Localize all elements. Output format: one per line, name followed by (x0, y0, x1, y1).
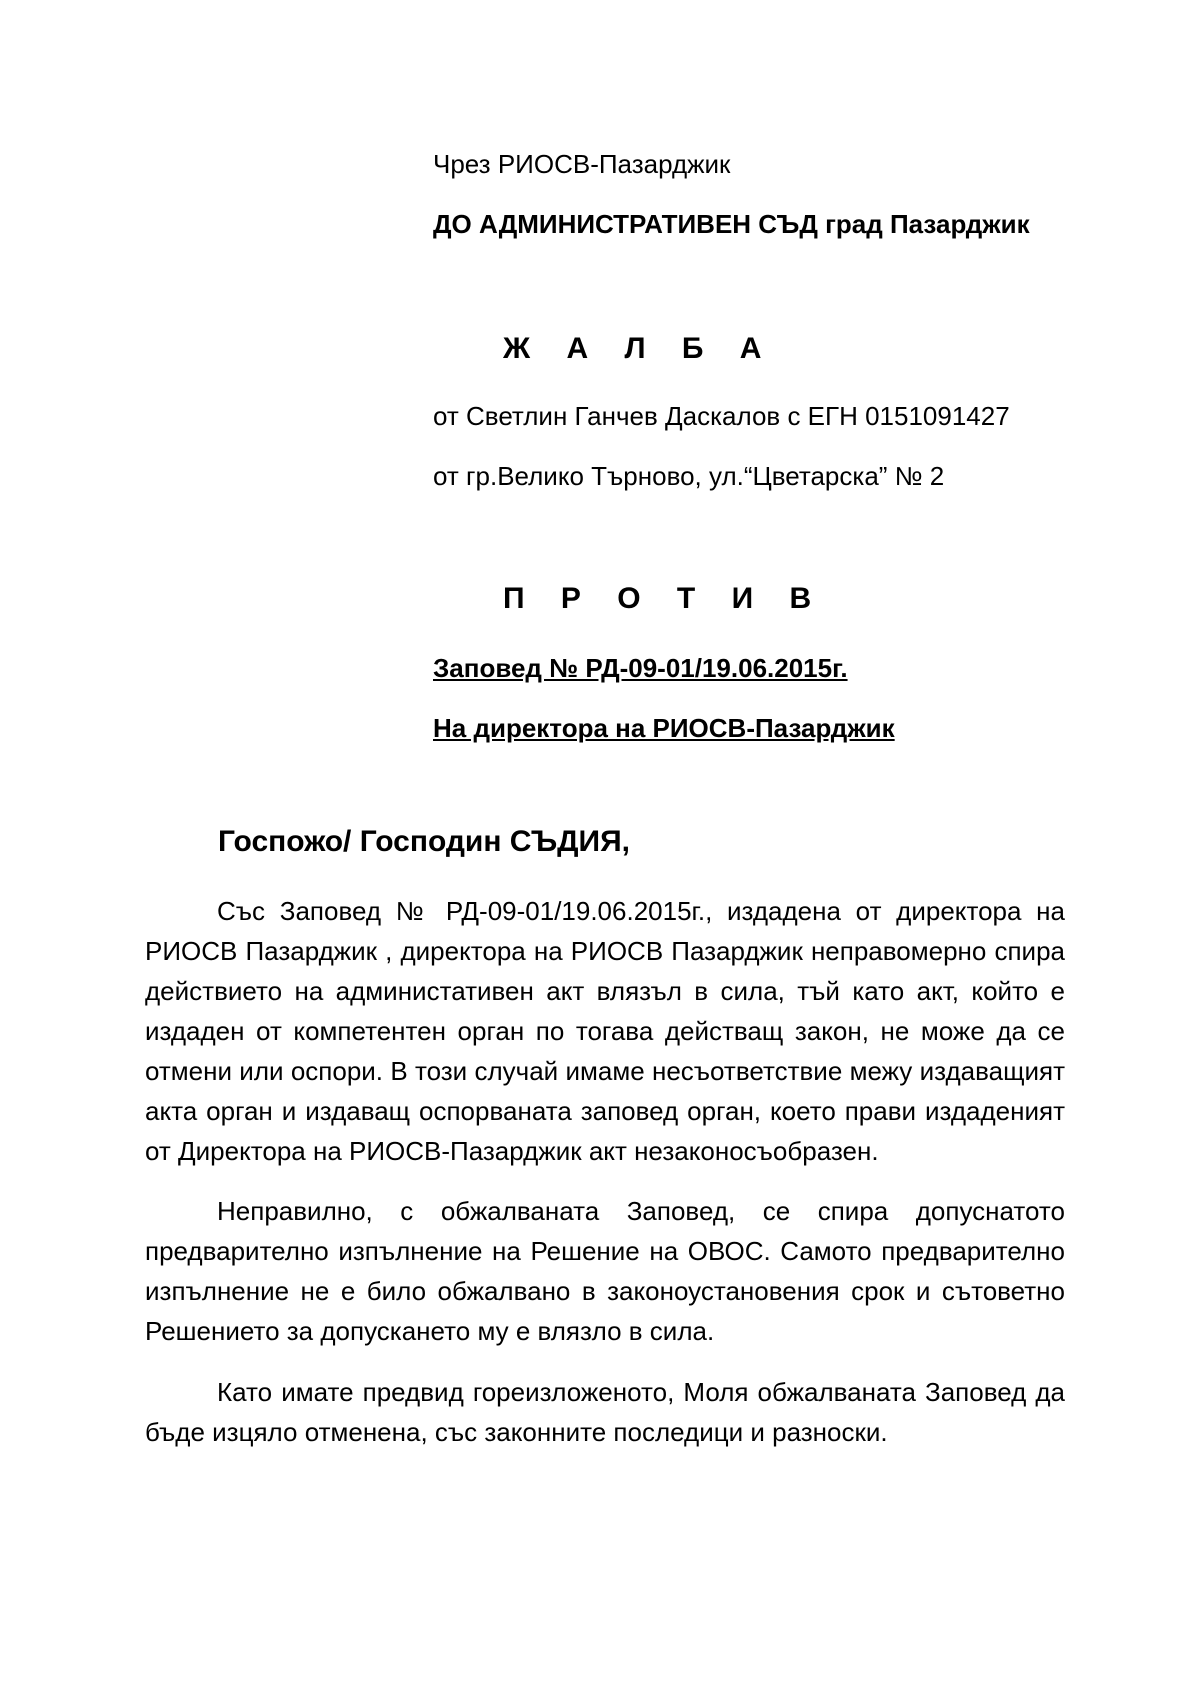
against-title: П Р О Т И В (503, 582, 826, 615)
order-issuer-line: На директора на РИОСВ-Пазарджик (433, 713, 895, 743)
paragraph-line: РИОСВ Пазарджик , директора на РИОСВ Пазарджик неправомерно спира (145, 936, 1065, 966)
paragraph-line: Неправилно, с обжалваната Заповед, се спира допуснатото (217, 1196, 1065, 1226)
addressee-line: ДО АДМИНИСТРАТИВЕН СЪД град Пазарджик (433, 209, 1030, 239)
paragraph-1 (145, 891, 1065, 1171)
salutation: Госпожо/ Господин СЪДИЯ, (218, 825, 631, 858)
paragraph-line: акта орган и издаващ оспорваната заповед орган, което прави издаденият (145, 1096, 1065, 1126)
paragraph-line: Решението за допускането му е влязло в сила. (145, 1316, 715, 1346)
complaint-title: Ж А Л Б А (503, 332, 776, 365)
paragraph-2 (145, 1191, 1065, 1351)
order-number-line: Заповед № РД-09-01/19.06.2015г. (433, 653, 848, 683)
paragraph-line: от Директора на РИОСВ-Пазарджик акт незаконосъобразен. (145, 1136, 879, 1166)
complainant-name-line: от Светлин Ганчев Даскалов с ЕГН 0151091427 (433, 401, 1010, 431)
paragraph-line: действието на администативен акт влязъл в сила, тъй като акт, който е (145, 976, 1065, 1006)
paragraph-line: Със Заповед № РД-09-01/19.06.2015г., издадена от директора на (217, 896, 1065, 926)
paragraph-line: предварително изпълнение на Решение на ОВОС. Самото предварително (145, 1236, 1065, 1266)
paragraph-line: издаден от компетентен орган по тогава действащ закон, не може да се (145, 1016, 1065, 1046)
via-line: Чрез РИОСВ-Пазарджик (433, 149, 731, 179)
paragraph-line: изпълнение не е било обжалвано в законоустановения срок и сътоветно (145, 1276, 1065, 1306)
paragraph-3 (145, 1372, 1065, 1452)
paragraph-line: отмени или оспори. В този случай имаме несъответствие межу издаващият (145, 1056, 1065, 1086)
paragraph-line: Като имате предвид гореизложеното, Моля обжалваната Заповед да (217, 1377, 1065, 1407)
complainant-address-line: от гр.Велико Търново, ул.“Цветарска” № 2 (433, 461, 945, 491)
paragraph-line: бъде изцяло отменена, със законните последици и разноски. (145, 1417, 888, 1447)
